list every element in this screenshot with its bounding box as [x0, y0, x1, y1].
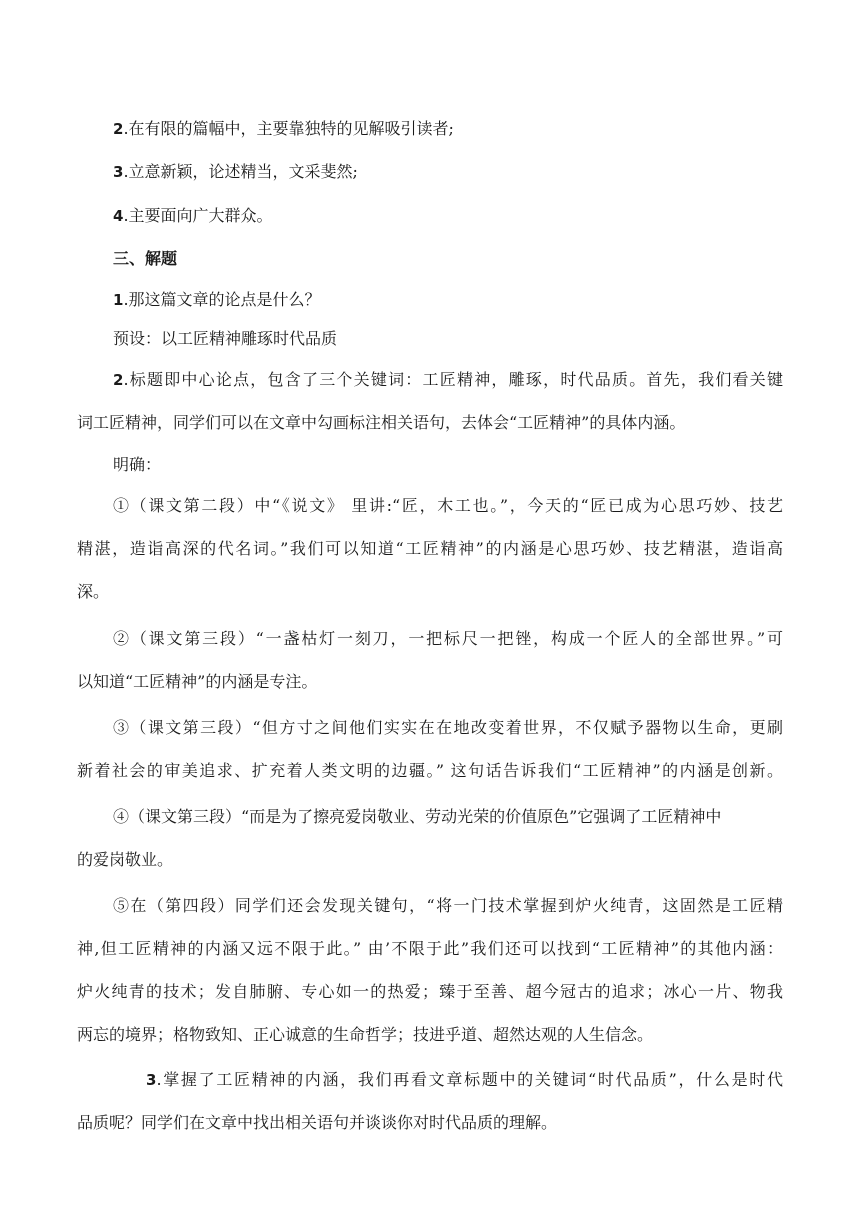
section-heading: 三、解题: [113, 249, 178, 268]
item-number: 4: [113, 207, 124, 225]
feature-line-3: [113, 162, 358, 182]
feature-line-2: [113, 119, 454, 139]
paragraph-line: [113, 370, 783, 390]
paragraph-line: ③（课文第三段）“但方寸之间他们实实在在地改变着世界，不仅赋予器物以生命，更刷: [113, 718, 783, 737]
paragraph-line: ①（课文第二段）中“《说文》 里讲:“匠，木工也。”，今天的“匠已成为心思巧妙、技艺: [113, 496, 783, 515]
paragraph-line: 的爱岗敬业。: [77, 850, 174, 869]
paragraph-line: [146, 1070, 783, 1090]
item-number: 3: [146, 1071, 157, 1089]
paragraph-line: 词工匠精神，同学们可以在文章中勾画标注相关语句，去体会“工匠精神”的具体内涵。: [77, 413, 686, 432]
item-number: 2: [113, 371, 124, 389]
feature-line-4: [113, 206, 273, 226]
line-text: .立意新颖，论述精当，文采斐然;: [123, 162, 358, 181]
item-number: 3: [113, 163, 124, 181]
paragraph-line: 品质呢？同学们在文章中找出相关语句并谈谈你对时代品质的理解。: [77, 1113, 558, 1132]
paragraph-line: 神,但工匠精神的内涵又远不限于此。” 由’不限于此”我们还可以找到“工匠精神”的其他内涵：: [77, 939, 783, 958]
clarify-label: 明确：: [113, 455, 162, 474]
line-text: .掌握了工匠精神的内涵，我们再看文章标题中的关键词“时代品质”，什么是时代: [156, 1070, 783, 1089]
line-text: .标题即中心论点，包含了三个关键词：工匠精神，雕琢，时代品质。首先，我们看关键: [123, 370, 783, 389]
paragraph-line: 炉火纯青的技术；发自肺腑、专心如一的热爱；臻于至善、超今冠古的追求；冰心一片、物我: [77, 982, 783, 1001]
paragraph-line: ④（课文第三段）“而是为了擦亮爱岗敬业、劳动光荣的价值原色”它强调了工匠精神中: [113, 807, 722, 826]
line-text: .主要面向广大群众。: [123, 206, 273, 225]
paragraph-line: 精湛，造诣高深的代名词。”我们可以知道“工匠精神”的内涵是心思巧妙、技艺精湛，造诣高: [77, 539, 783, 558]
item-number: 1: [113, 291, 124, 309]
preset-answer: 预设：以工匠精神雕琢时代品质: [113, 329, 338, 348]
paragraph-line: 以知道“工匠精神”的内涵是专注。: [77, 672, 318, 691]
question-line: [113, 290, 321, 310]
line-text: .那这篇文章的论点是什么？: [123, 290, 321, 309]
paragraph-line: 深。: [77, 582, 110, 601]
paragraph-line: 两忘的境界；格物致知、正心诚意的生命哲学；技进乎道、超然达观的人生信念。: [77, 1025, 654, 1044]
paragraph-line: ②（课文第三段）“一盏枯灯一刻刀，一把标尺一把锉，构成一个匠人的全部世界。”可: [113, 629, 783, 648]
line-text: .在有限的篇幅中，主要靠独特的见解吸引读者;: [123, 119, 454, 138]
paragraph-line: ⑤在（第四段）同学们还会发现关键句，“将一门技术掌握到炉火纯青，这固然是工匠精: [113, 896, 783, 915]
paragraph-line: 新着社会的审美追求、扩充着人类文明的边疆。” 这句话告诉我们“工匠精神”的内涵是创新。: [77, 761, 783, 780]
item-number: 2: [113, 120, 124, 138]
